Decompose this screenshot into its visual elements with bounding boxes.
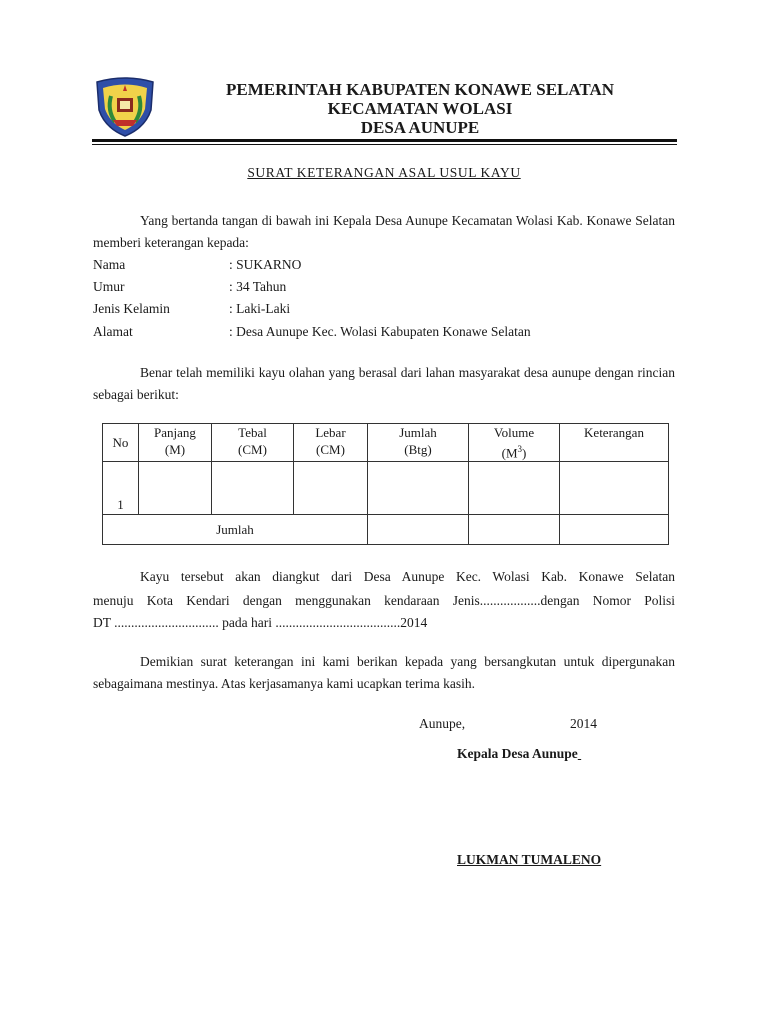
wood-details-table	[102, 423, 669, 545]
header-village: DESA AUNUPE	[360, 118, 480, 137]
transport-line-2: menuju Kota Kendari dengan menggunakan kendaraan Jenis..................dengan Nomor Polisi	[93, 593, 675, 608]
letter-title: SURAT KETERANGAN ASAL USUL KAYU	[247, 165, 521, 180]
table-total-remarks	[560, 515, 669, 545]
signer-title: Kepala Desa Aunupe	[457, 746, 578, 761]
table-cell-volume	[469, 462, 560, 515]
field-value-age: : 34 Tahun	[229, 279, 287, 294]
header-district: KECAMATAN WOLASI	[327, 99, 513, 118]
closing-paragraph: Demikian surat keterangan ini kami berikan kepada yang bersangkutan untuk dipergunakan sebagaimana mestinya. Atas kerjasamanya kami ucapkan terima kasih.	[93, 654, 675, 691]
table-header-remarks: Keterangan	[560, 424, 669, 462]
table-cell-no: 1	[103, 462, 139, 515]
signer-name: LUKMAN TUMALENO	[457, 852, 602, 867]
field-label-gender: Jenis Kelamin	[93, 301, 170, 316]
table-cell-length	[139, 462, 212, 515]
intro-paragraph: Yang bertanda tangan di bawah ini Kepala Desa Aunupe Kecamatan Wolasi Kab. Konawe Selatan memberi keterangan kepada:	[93, 213, 675, 250]
table-row	[103, 462, 669, 515]
table-total-label: Jumlah	[103, 515, 368, 545]
table-total-count	[368, 515, 469, 545]
header-divider-thin	[92, 144, 677, 145]
table-header-volume: Volume $(M^3)$	[469, 424, 560, 462]
header-divider-thick	[92, 139, 677, 142]
table-total-row	[103, 515, 669, 545]
field-value-gender: : Laki-Laki	[229, 301, 291, 316]
field-value-name: : SUKARNO	[229, 257, 302, 272]
transport-line-3: DT ............................... pada hari .....................................2014	[93, 615, 428, 630]
field-value-address: : Desa Aunupe Kec. Wolasi Kabupaten Konawe Selatan	[229, 324, 531, 339]
table-cell-width	[294, 462, 368, 515]
field-label-address: Alamat	[93, 324, 133, 339]
table-header-row	[103, 424, 669, 462]
details-paragraph: Benar telah memiliki kayu olahan yang berasal dari lahan masyarakat desa aunupe dengan rincian sebagai berikut:	[93, 365, 675, 402]
signing-year: 2014	[570, 716, 597, 731]
table-cell-count	[368, 462, 469, 515]
field-label-name: Nama	[93, 257, 126, 272]
field-label-age: Umur	[93, 279, 125, 294]
table-header-length: Panjang (M)	[139, 424, 212, 462]
signing-place: Aunupe,	[419, 716, 466, 731]
table-header-count: Jumlah (Btg)	[368, 424, 469, 462]
table-cell-thickness	[212, 462, 294, 515]
table-header-thickness: Tebal (CM)	[212, 424, 294, 462]
header-government: PEMERINTAH KABUPATEN KONAWE SELATAN	[225, 80, 615, 99]
regency-emblem-logo	[93, 76, 157, 138]
table-total-volume	[469, 515, 560, 545]
transport-line-1: Kayu tersebut akan diangkut dari Desa Aunupe Kec. Wolasi Kab. Konawe Selatan	[140, 569, 675, 584]
table-header-no: No	[103, 424, 139, 462]
table-cell-remarks	[560, 462, 669, 515]
table-header-width: Lebar (CM)	[294, 424, 368, 462]
